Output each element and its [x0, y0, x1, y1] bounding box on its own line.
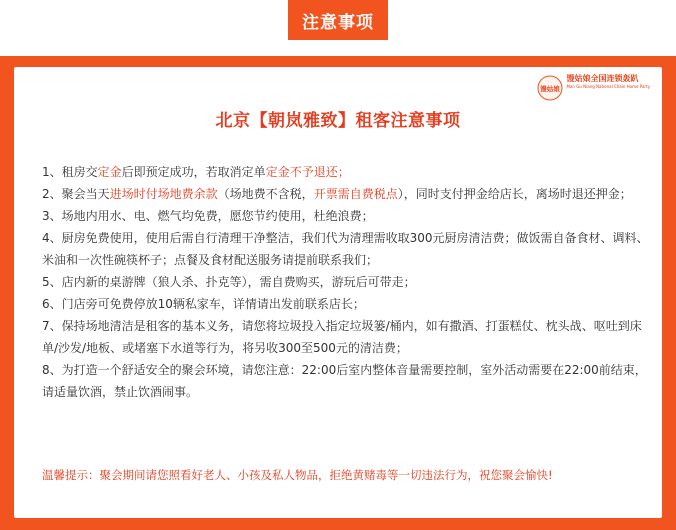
rule-highlight: 定金不予退还；: [265, 165, 350, 179]
notice-tab: [288, 0, 388, 40]
rule-text: 为打造一个舒适安全的聚会环境，请您注意：22:00后室内整体音量需要控制，室外活动需要在22:00前结束，请适量饮酒，禁止饮酒闹事。: [42, 363, 647, 399]
rule-number: 8、: [42, 363, 62, 377]
rule-highlight: 定金: [97, 165, 122, 179]
brand-mark-icon: [537, 75, 563, 101]
rule-item: [42, 293, 650, 315]
rule-text: 厨房免费使用，使用后需自行清理干净整洁，我们代为清理需收取300元厨房清洁费；做饭需自备食材、调料、米油和一次性碗筷杯子；点餐及食材配送服务请提前联系我们；: [42, 231, 649, 267]
rule-number: 5、: [42, 275, 62, 289]
rule-text: 租房交: [61, 165, 98, 179]
rule-item: [42, 183, 650, 205]
brand-tagline: Man Gu Niang National Chain Home Party: [566, 84, 650, 89]
rule-item: [42, 359, 650, 403]
rule-number: 1、: [42, 165, 62, 179]
brand-logo: [537, 75, 651, 101]
rule-number: 3、: [42, 209, 62, 223]
rule-text: 后即预定成功，若取消定单: [121, 165, 266, 179]
rule-number: 7、: [42, 319, 62, 333]
rule-item: [42, 161, 650, 183]
rule-text: 门店旁可免费停放10辆私家车，详情请出发前联系店长；: [61, 297, 365, 311]
header-bar: [0, 0, 676, 56]
brand-name: 馒姑娘全国连锁轰趴: [566, 74, 639, 83]
rule-number: 2、: [42, 187, 62, 201]
brand-text: [567, 75, 651, 89]
rule-highlight: 进场时付场地费余款: [109, 187, 218, 201]
rule-number: 6、: [42, 297, 62, 311]
rule-text: 场地内用水、电、燃气均免费，愿您节约使用，杜绝浪费；: [61, 209, 374, 223]
rule-item: [42, 271, 650, 293]
rule-item: [42, 205, 650, 227]
rule-text: 聚会当天: [61, 187, 110, 201]
rule-item: [42, 227, 650, 271]
rules-list: [42, 161, 650, 403]
brand-mark-text: 馒姑娘: [539, 85, 560, 93]
rule-highlight: 开票需自费税点: [313, 187, 398, 201]
rule-text: 店内新的桌游牌（狼人杀、扑克等），需自费购买，游玩后可带走；: [61, 275, 416, 289]
warm-tip: 温馨提示：聚会期间请您照看好老人、小孩及私人物品，拒绝黄赌毒等一切违法行为，祝您聚会愉快!: [42, 468, 553, 482]
rule-text: （场地费不含税，: [217, 187, 314, 201]
rule-text: 保持场地清洁是租客的基本义务，请您将垃圾投入指定垃圾篓/桶内，如有撒酒、打蛋糕仗、枕头战、呕吐到床单/沙发/地板、或堵塞下水道等行为，将另收300至500元的清洁费；: [42, 319, 642, 355]
notice-card: [14, 67, 662, 518]
rule-number: 4、: [42, 231, 62, 245]
notice-tab-label: 注意事项: [302, 12, 374, 33]
rule-item: [42, 315, 650, 359]
rule-text: ），同时支付押金给店长，离场时退还押金；: [397, 187, 632, 201]
page-title: 北京【朝岚雅致】租客注意事项: [215, 111, 461, 131]
